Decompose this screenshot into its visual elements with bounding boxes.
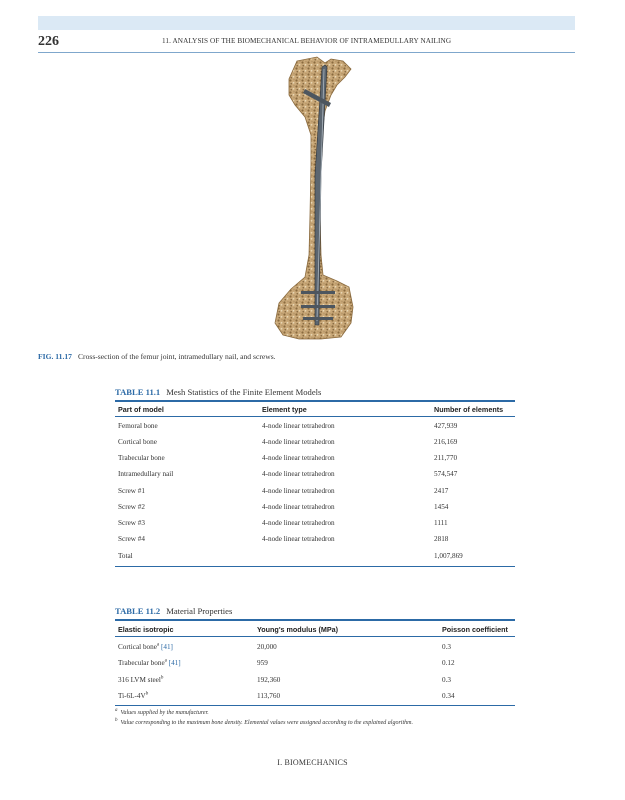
cell-modulus: 20,000	[257, 643, 277, 651]
table1-bottom-rule	[115, 566, 515, 567]
running-head: 11. ANALYSIS OF THE BIOMECHANICAL BEHAVIOR OF INTRAMEDULLARY NAILING	[162, 37, 452, 45]
material-name: 316 LVM steel	[118, 676, 161, 684]
top-color-band	[38, 16, 575, 30]
cell-type: 4-node linear tetrahedron	[262, 535, 335, 543]
cell-type: 4-node linear tetrahedron	[262, 454, 335, 462]
cell-count: 216,169	[434, 438, 458, 446]
table1-title-text: Mesh Statistics of the Finite Element Models	[166, 387, 322, 397]
cell-type: 4-node linear tetrahedron	[262, 470, 335, 478]
femur-nail-figure	[265, 55, 375, 345]
section-footer: I. BIOMECHANICS	[277, 758, 348, 767]
header-rule	[38, 52, 575, 53]
figure-label: FIG. 11.17	[38, 352, 72, 361]
cell-material	[118, 692, 148, 700]
table2-title	[115, 606, 232, 616]
table2-bottom-rule	[115, 705, 515, 706]
cell-material	[118, 659, 181, 667]
cell-material	[118, 676, 163, 684]
footnote-mark: a	[156, 642, 160, 648]
cell-type: 4-node linear tetrahedron	[262, 503, 335, 511]
cell-count: 427,939	[434, 422, 458, 430]
femur-bone	[275, 57, 353, 339]
table2-header-material: Elastic isotropic	[118, 625, 174, 634]
table2-header-modulus: Young's modulus (MPa)	[257, 625, 339, 634]
table2-top-rule	[115, 619, 515, 621]
cell-part: Total	[118, 552, 133, 560]
cell-modulus: 959	[257, 659, 268, 667]
cell-poisson: 0.12	[442, 659, 455, 667]
table2-label: TABLE 11.2	[115, 606, 161, 616]
cell-type: 4-node linear tetrahedron	[262, 487, 335, 495]
distal-screw-1	[301, 291, 335, 294]
distal-screw-2	[301, 305, 335, 308]
table2-header-rule	[115, 636, 515, 637]
footnote-text: Value corresponding to the maximum bone density. Elemental values were assigned according to the explained algorithm.	[120, 720, 413, 726]
citation-link[interactable]: [41]	[168, 659, 181, 667]
cell-count: 1,007,869	[434, 552, 463, 560]
cell-part: Screw #1	[118, 487, 145, 495]
material-name: Trabecular bone	[118, 659, 165, 667]
figure-caption-text: Cross-section of the femur joint, intramedullary nail, and screws.	[77, 352, 276, 361]
cell-part: Screw #2	[118, 503, 145, 511]
cell-modulus: 192,360	[257, 676, 281, 684]
table1-header-type: Element type	[262, 405, 307, 414]
cell-count: 2818	[434, 535, 449, 543]
table2-title-text: Material Properties	[166, 606, 233, 616]
table1-header-rule	[115, 416, 515, 417]
cell-part: Cortical bone	[118, 438, 157, 446]
figure-caption	[38, 352, 276, 361]
cell-part: Femoral bone	[118, 422, 158, 430]
table1-label: TABLE 11.1	[115, 387, 161, 397]
cell-part: Intramedullary nail	[118, 470, 174, 478]
table1-top-rule	[115, 400, 515, 402]
footnote-mark: a	[115, 708, 118, 713]
cell-count: 1111	[434, 519, 448, 527]
footnote-text: Values supplied by the manufacturer.	[120, 710, 209, 716]
table2-footnote-a	[115, 710, 209, 716]
cell-count: 211,770	[434, 454, 458, 462]
table1-header-count: Number of elements	[434, 405, 504, 414]
table2-footnote-b	[115, 720, 413, 726]
cell-poisson: 0.3	[442, 643, 451, 651]
cell-type: 4-node linear tetrahedron	[262, 519, 335, 527]
table1-title	[115, 387, 321, 397]
cell-poisson: 0.34	[442, 692, 455, 700]
footnote-mark: b	[115, 718, 118, 723]
footnote-mark: b	[145, 691, 149, 697]
footnote-mark: b	[160, 675, 164, 681]
cell-count: 1454	[434, 503, 449, 511]
cell-poisson: 0.3	[442, 676, 451, 684]
cell-material	[118, 643, 173, 651]
footnote-mark: a	[164, 658, 167, 664]
cell-modulus: 113,760	[257, 692, 281, 700]
page-number: 226	[38, 34, 59, 49]
cell-part: Screw #4	[118, 535, 145, 543]
material-name: Ti-6L-4V	[118, 692, 146, 700]
cell-count: 2417	[434, 487, 449, 495]
citation-link[interactable]: [41]	[160, 643, 173, 651]
cell-part: Trabecular bone	[118, 454, 165, 462]
distal-screw-3	[303, 317, 333, 320]
cell-type: 4-node linear tetrahedron	[262, 422, 335, 430]
cell-part: Screw #3	[118, 519, 145, 527]
table2-header-poisson: Poisson coefficient	[442, 625, 508, 634]
table1-header-part: Part of model	[118, 405, 164, 414]
cell-type: 4-node linear tetrahedron	[262, 438, 335, 446]
cell-count: 574,547	[434, 470, 458, 478]
material-name: Cortical bone	[118, 643, 157, 651]
